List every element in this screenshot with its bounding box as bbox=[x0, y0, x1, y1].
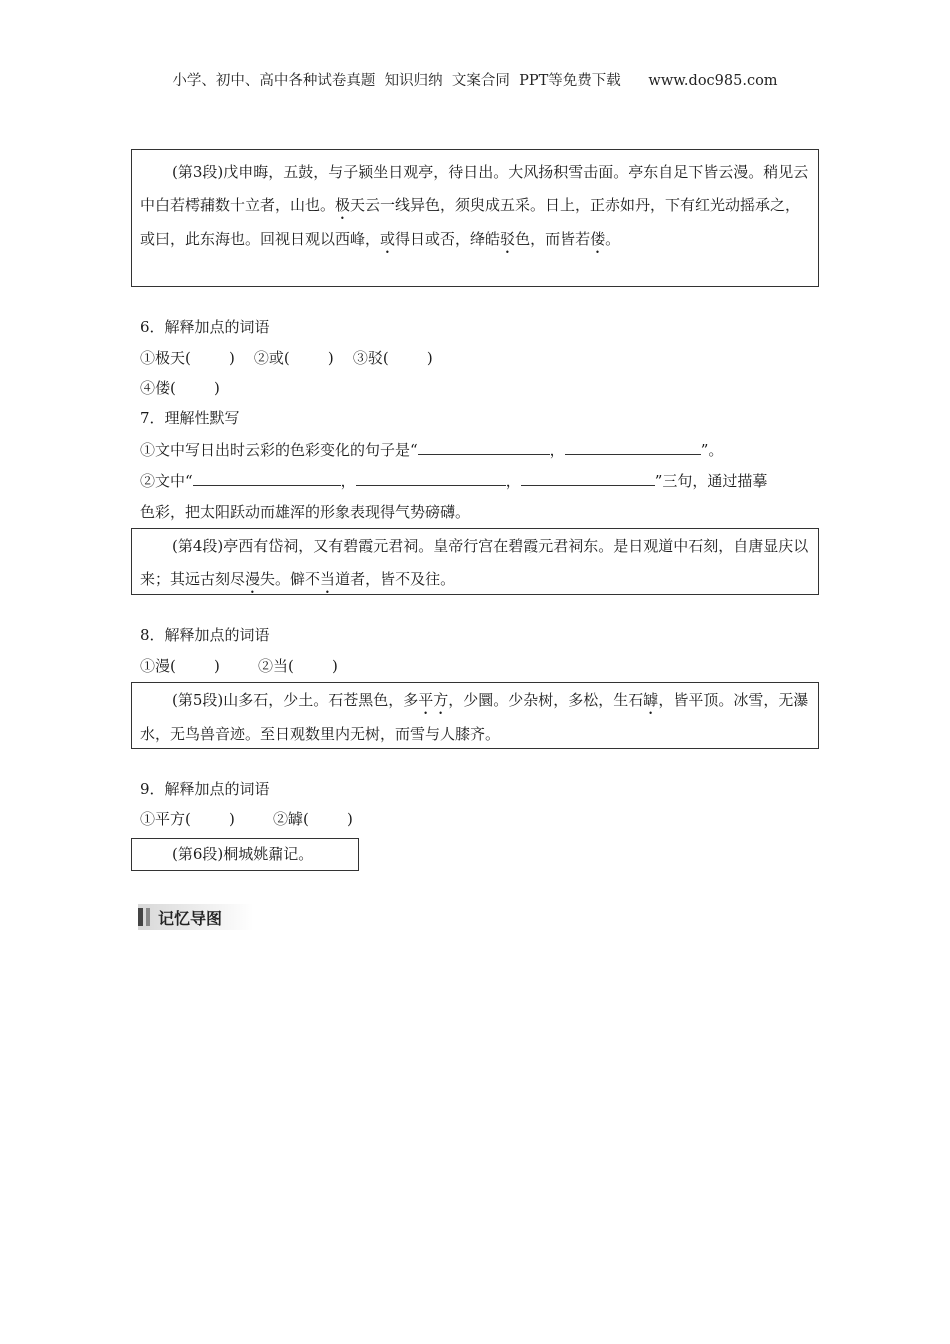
passage-box-para6 bbox=[131, 838, 359, 871]
q7-item1: ①文中写日出时云彩的色彩变化的句子是“ ， ”。 bbox=[140, 441, 724, 459]
answer-blank[interactable] bbox=[418, 440, 550, 455]
passage-para5: (第5段)山多石，少土。石苍黑色，多平方，少圜。少杂树，多松，生石罅，皆平顶。冰雪，无瀑水，无鸟兽音迹。至日观数里内无树，而雪与人膝齐。 bbox=[140, 691, 809, 743]
q8-title: 8．解释加点的词语 bbox=[140, 626, 270, 644]
q9-title: 9．解释加点的词语 bbox=[140, 780, 270, 798]
dotted-word-pingfang: 平方 bbox=[418, 691, 449, 709]
q9-items: ①平方( ) ②罅( ) bbox=[140, 810, 353, 828]
page-header: 小学、初中、高中各种试卷真题 知识归纳 文案合同 PPT等免费下载 www.doc985.com bbox=[172, 73, 778, 89]
dotted-word-ji: 极 bbox=[335, 196, 351, 214]
answer-blank[interactable] bbox=[565, 440, 701, 455]
section-marker-icon bbox=[138, 908, 143, 926]
q6-items-line1: ①极天( ) ②或( ) ③驳( ) bbox=[140, 349, 433, 367]
section-title: 记忆导图 bbox=[158, 908, 223, 928]
passage-para6: (第6段)桐城姚鼐记。 bbox=[172, 845, 314, 863]
passage-box-para4 bbox=[131, 528, 819, 595]
answer-blank[interactable] bbox=[193, 471, 341, 486]
q7-item2: ②文中“ ， ， ”三句，通过描摹 bbox=[140, 472, 768, 490]
answer-blank[interactable] bbox=[521, 471, 655, 486]
q6-title: 6．解释加点的词语 bbox=[140, 318, 270, 336]
dotted-word-man: 漫 bbox=[245, 570, 261, 588]
dotted-word-dang: 当 bbox=[320, 570, 336, 588]
dotted-word-bo: 驳 bbox=[500, 230, 516, 248]
passage-box-para5 bbox=[131, 682, 819, 749]
passage-para4: (第4段)亭西有岱祠，又有碧霞元君祠。皇帝行宫在碧霞元君祠东。是日观道中石刻，自唐显庆以来；其远古刻尽漫失。僻不当道者，皆不及往。 bbox=[140, 537, 809, 588]
dotted-word-huo: 或 bbox=[380, 230, 396, 248]
answer-blank[interactable] bbox=[356, 471, 506, 486]
q7-title: 7．理解性默写 bbox=[140, 409, 240, 427]
passage-box-para3 bbox=[131, 149, 819, 287]
dotted-word-lou: 偻 bbox=[590, 230, 606, 248]
section-marker-icon bbox=[146, 908, 150, 926]
q8-items: ①漫( ) ②当( ) bbox=[140, 657, 338, 675]
q7-item2-cont: 色彩，把太阳跃动而雄浑的形象表现得气势磅礴。 bbox=[140, 503, 471, 521]
passage-para3: (第3段)戊申晦，五鼓，与子颍坐日观亭，待日出。大风扬积雪击面。亭东自足下皆云漫。稍见云中白若樗蒱数十立者，山也。极天云一线异色，须臾成五采。日上，正赤如丹，下有红光动摇承之，或曰，此东海也。回视日观以西峰，或得日或否，绛皓驳色，而皆若偻。 bbox=[140, 163, 809, 248]
section-heading-memory-map bbox=[138, 904, 253, 930]
dotted-word-xia: 罅 bbox=[643, 691, 659, 709]
q6-items-line2: ④偻( ) bbox=[140, 379, 220, 397]
